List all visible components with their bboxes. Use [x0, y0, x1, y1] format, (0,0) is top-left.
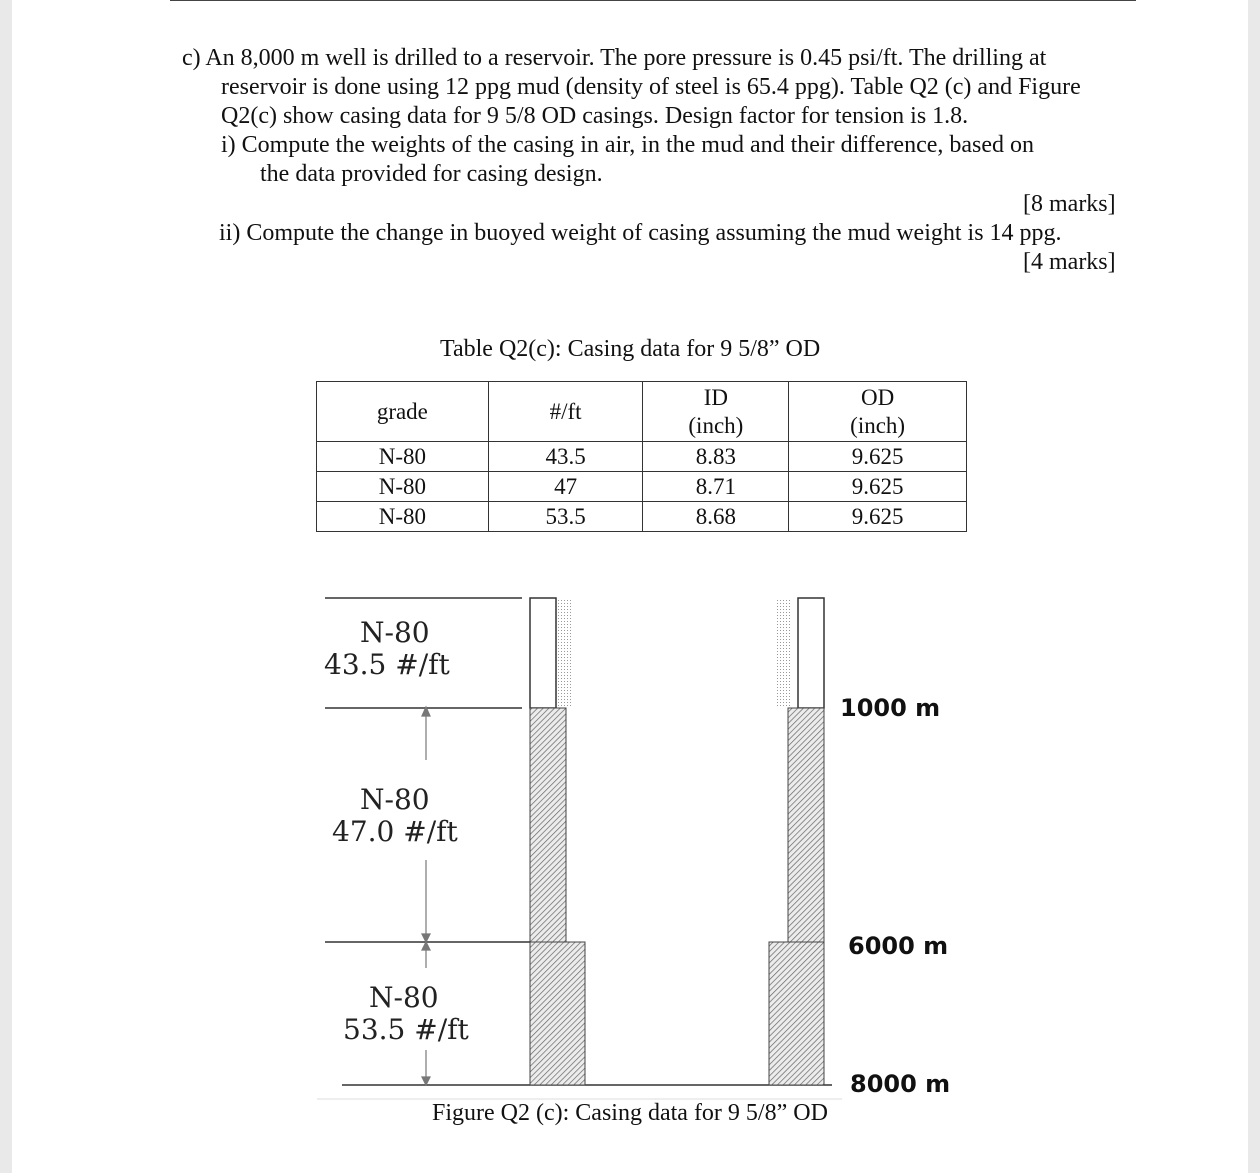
cell-od: 9.625 [789, 442, 967, 472]
header-id: ID (inch) [643, 382, 789, 442]
figure-caption: Figure Q2 (c): Casing data for 9 5/8” OD [432, 1100, 828, 1126]
depth-label-8000: 8000 m [850, 1070, 951, 1098]
marks-part-ii: [4 marks] [1023, 249, 1116, 275]
depth-label-6000: 6000 m [848, 932, 949, 960]
document-page [12, 0, 1248, 1173]
cell-weight: 53.5 [488, 502, 643, 532]
marks-part-i: [8 marks] [1023, 191, 1116, 217]
right-casing-lower [769, 942, 824, 1085]
section-3-grade: N-80 [369, 981, 439, 1014]
left-casing-upper [530, 598, 556, 708]
question-line-2: reservoir is done using 12 ppg mud (density of steel is 65.4 ppg). Table Q2 (c) and Figure [221, 74, 1081, 100]
header-weight: #/ft [488, 382, 643, 442]
cell-od: 9.625 [789, 472, 967, 502]
cell-grade: N-80 [317, 472, 489, 502]
cell-grade: N-80 [317, 442, 489, 472]
question-part-i-cont: the data provided for casing design. [260, 161, 603, 187]
cell-id: 8.83 [643, 442, 789, 472]
table-caption: Table Q2(c): Casing data for 9 5/8” OD [440, 336, 821, 362]
cell-od: 9.625 [789, 502, 967, 532]
cell-grade: N-80 [317, 502, 489, 532]
right-casing-upper-shade [776, 598, 790, 708]
cell-weight: 43.5 [488, 442, 643, 472]
section-2-weight: 47.0 #/ft [332, 815, 458, 848]
cell-weight: 47 [488, 472, 643, 502]
question-line-1: c) An 8,000 m well is drilled to a reservoir. The pore pressure is 0.45 psi/ft. The drilling at [182, 45, 1047, 71]
question-part-ii: ii) Compute the change in buoyed weight of casing assuming the mud weight is 14 ppg. [219, 220, 1062, 246]
section-1-weight: 43.5 #/ft [324, 648, 450, 681]
left-casing-middle [530, 708, 566, 942]
cell-id: 8.71 [643, 472, 789, 502]
header-grade: grade [317, 382, 489, 442]
section-2-grade: N-80 [360, 783, 430, 816]
section-1-grade: N-80 [360, 616, 430, 649]
depth-label-1000: 1000 m [840, 694, 941, 722]
header-od: OD (inch) [789, 382, 967, 442]
left-casing-lower [530, 942, 585, 1085]
right-casing-upper [798, 598, 824, 708]
section-3-weight: 53.5 #/ft [343, 1013, 469, 1046]
cell-id: 8.68 [643, 502, 789, 532]
right-casing-middle [788, 708, 824, 942]
casing-string-figure [12, 0, 1248, 1173]
left-casing-upper-shade [558, 598, 572, 708]
question-part-i: i) Compute the weights of the casing in air, in the mud and their difference, based on [221, 132, 1035, 158]
question-line-3: Q2(c) show casing data for 9 5/8 OD casings. Design factor for tension is 1.8. [221, 103, 969, 129]
